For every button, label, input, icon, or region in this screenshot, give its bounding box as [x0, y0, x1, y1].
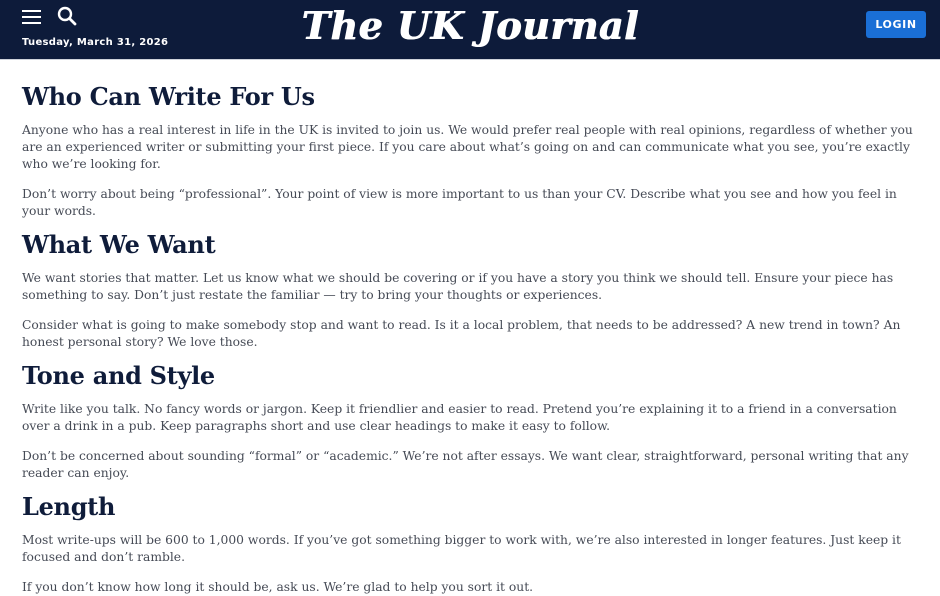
section-who-can-write	[22, 82, 926, 220]
paragraph: Don’t worry about being “professional”. Your point of view is more important to us than your CV. Describe what you see and how you feel in your words.	[22, 187, 897, 218]
article-content	[0, 60, 940, 596]
paragraph: Consider what is going to make somebody stop and want to read. Is it a local problem, that needs to be addressed? A new trend in town? An honest personal story? We love those.	[22, 318, 901, 349]
section-tone-and-style	[22, 361, 926, 482]
section-heading: Who Can Write For Us	[22, 82, 315, 111]
section-heading: Length	[22, 492, 116, 521]
site-header	[0, 0, 940, 60]
site-logo[interactable]: The UK Journal	[301, 3, 639, 48]
section-length	[22, 492, 926, 596]
paragraph: Don’t be concerned about sounding “formal” or “academic.” We’re not after essays. We want clear, straightforward, personal writing that any reader can enjoy.	[22, 449, 909, 480]
paragraph: Write like you talk. No fancy words or jargon. Keep it friendlier and easier to read. Pretend you’re explaining it to a friend in a conversation over a drink in a pub. Keep paragraphs short and use clear headings to make it easy to follow.	[22, 402, 897, 433]
paragraph: We want stories that matter. Let us know what we should be covering or if you have a story you think we should tell. Ensure your piece has something to say. Don’t just restate the familiar — try to bring your thoughts or experiences.	[22, 271, 894, 302]
section-heading: Tone and Style	[22, 361, 215, 390]
paragraph: Most write-ups will be 600 to 1,000 words. If you’ve got something bigger to work with, we’re also interested in longer features. Just keep it focused and don’t ramble.	[22, 533, 901, 564]
login-button[interactable]: LOGIN	[866, 11, 926, 38]
section-heading: What We Want	[22, 230, 216, 259]
current-date: Tuesday, March 31, 2026	[22, 37, 169, 48]
paragraph: If you don’t know how long it should be, ask us. We’re glad to help you sort it out.	[22, 580, 534, 594]
section-what-we-want	[22, 230, 926, 351]
paragraph: Anyone who has a real interest in life in the UK is invited to join us. We would prefer real people with real opinions, regardless of whether you are an experienced writer or submitting your first piece. If you care about what’s going on and can communicate what you see, you’re exactly who we’re looking for.	[22, 123, 913, 171]
